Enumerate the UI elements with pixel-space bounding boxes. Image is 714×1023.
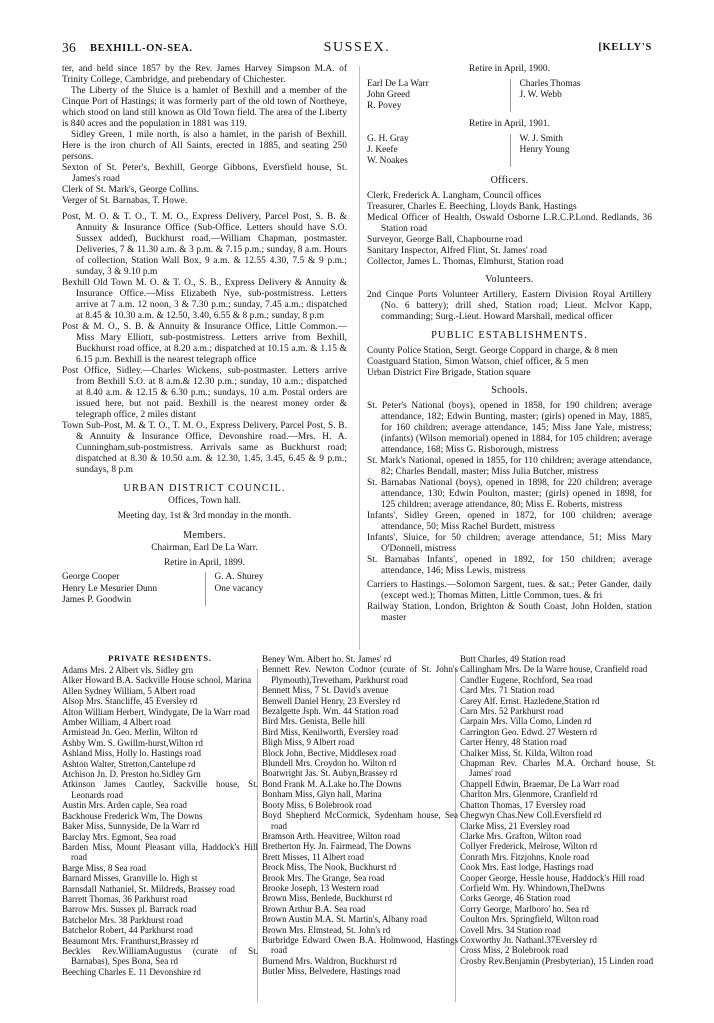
running-head-place: BEXHILL-ON-SEA. bbox=[90, 43, 193, 54]
resident-entry: Chapman Rev. Charles M.A. Orchard house, St. James' road bbox=[460, 758, 656, 779]
resident-entry: Brown Austin M.A. St. Martin's, Albany road bbox=[262, 914, 427, 925]
resident-entry: Austin Mrs. Arden caple, Sea road bbox=[62, 800, 187, 811]
member-name: G. A. Shurey bbox=[205, 572, 348, 583]
resident-entry: Ashton Walter, Stretton,Cantelupe rd bbox=[62, 758, 196, 769]
resident-entry: Crosby Rev.Benjamin (Presbyterian), 15 Linden road bbox=[460, 955, 654, 966]
resident-entry: Barnsdall Nathaniel, St. Mildreds, Brassey road bbox=[62, 883, 235, 894]
paragraph-liberty-sluice: The Liberty of the Sluice is a hamlet of Bexhill and a member of the Cinque Port of Hastings; it was formerly part of the old town of Northeye, which stood on land still known as Old Town field. The area of the Liberty is 840 acres and the population in 1881 was 119. bbox=[62, 86, 347, 129]
page-number: 36 bbox=[62, 40, 77, 55]
member-name bbox=[510, 156, 653, 167]
residents-column-1 bbox=[62, 654, 258, 977]
resident-entry: Brook Mrs. The Grange, Sea road bbox=[262, 872, 385, 883]
resident-entry: Block John, Bective, Middlesex road bbox=[262, 747, 397, 758]
member-row bbox=[367, 101, 652, 112]
volunteers-heading: Volunteers. bbox=[485, 274, 534, 286]
resident-entry: Booty Miss, 6 Bolebrook road bbox=[262, 799, 372, 810]
member-row bbox=[62, 572, 347, 583]
resident-entry: Barnard Misses, Granville lo. High st bbox=[62, 873, 198, 884]
member-name: R. Povey bbox=[367, 101, 402, 111]
resident-entry: Allen Sydney William, 5 Albert road bbox=[62, 685, 196, 696]
resident-entry: Chatton Thomas, 17 Eversley road bbox=[460, 799, 586, 810]
member-name bbox=[205, 595, 348, 606]
resident-entry: Benwell Daniel Henry, 23 Eversley rd bbox=[262, 695, 401, 706]
residents-column-3 bbox=[460, 654, 656, 966]
resident-entry: Beeching Charles E. 11 Devonshire rd bbox=[62, 966, 201, 977]
members-1901-list bbox=[367, 134, 652, 168]
officers-heading: Officers. bbox=[490, 175, 529, 187]
resident-entry: Bretherton Hy. Jn. Fairmead, The Downs bbox=[262, 841, 411, 852]
officer-entry: Treasurer, Charles E. Beeching, Lloyds Bank, Hastings bbox=[367, 202, 577, 213]
resident-entry: Alker Howard B.A. Sackville House school, Marina bbox=[62, 675, 252, 686]
resident-entry: Brett Misses, 11 Albert road bbox=[262, 851, 364, 862]
resident-entry: Clarke Miss, 21 Eversley road bbox=[460, 820, 570, 831]
resident-entry: Backhouse Frederick Wm, The Downs bbox=[62, 810, 203, 821]
carriers-entry: Carriers to Hastings.—Solomon Sargent, tues. & sat.; Peter Gander, daily (except wed.); Thomas Mitten, Little Common, tues. & fri bbox=[367, 580, 652, 602]
member-name: W. Noakes bbox=[367, 156, 408, 167]
officer-entry: Surveyor, George Ball, Chapbourne road bbox=[367, 235, 523, 246]
resident-entry: Beckles Rev.WilliamAugustus (curate of St. Barnabas), Spes Bona, Sea rd bbox=[62, 945, 258, 967]
member-name: Earl De La Warr bbox=[367, 78, 429, 89]
resident-entry: Armistead Jn. Geo. Merlin, Wilton rd bbox=[62, 727, 198, 738]
member-row bbox=[62, 595, 347, 606]
member-name: George Cooper bbox=[62, 572, 120, 583]
school-entry: St. Mark's National, opened in 1855, for 110 children; average attendance, 82; Charles Bendall, master; Miss Julia Butcher, mistress bbox=[367, 456, 652, 478]
member-name: John Greed bbox=[367, 89, 410, 100]
member-row bbox=[367, 90, 652, 101]
section-heading-public-establishments: PUBLIC ESTABLISHMENTS. bbox=[431, 330, 588, 342]
parish-officer-entry: Sexton of St. Peter's, Bexhill, George Gibbons, Eversfield house, St. James's road bbox=[62, 163, 347, 184]
resident-entry: Conrath Mrs. Fitzjohns, Knole road bbox=[460, 851, 590, 862]
member-row bbox=[367, 156, 652, 167]
resident-entry: Bird Mrs. Genista, Belle hill bbox=[262, 716, 366, 727]
members-heading: Members. bbox=[183, 530, 226, 542]
paragraph-sidley-green: Sidley Green, 1 mile north, is also a hamlet, in the parish of Bexhill. Here is the iron church of All Saints, erected in 1885, and seating 250 persons. bbox=[62, 130, 347, 162]
member-name: James P. Goodwin bbox=[62, 594, 132, 605]
member-row bbox=[367, 145, 652, 156]
public-establishment-entry: Urban District Fire Brigade, Station square bbox=[367, 368, 531, 379]
post-office-entry: Post, M. O. & T. O., T. M. O., Express Delivery, Parcel Post, S. B. & Annuity & Insurance Office (Sub-Office. Letters should have S.O. Sussex added), Buckhurst road.—William Chapman, postmaster. Deliveries, 7 & 11.30 a.m. & 3 p.m. & 7.15 p.m.; sunday, 8 a.m. Hours of collection, Station Wall Box, 9 a.m. & 12.55 4.30, 7.5 & 9 p.m.; sunday, 3 & 9.10 p.m bbox=[62, 212, 347, 277]
resident-entry: Coxworthy Jn. Nathanl.37Eversley rd bbox=[460, 934, 597, 945]
resident-entry: Bird Miss, Kenilworth, Eversley road bbox=[262, 726, 399, 737]
resident-entry: Bligh Miss, 9 Albert road bbox=[262, 737, 355, 748]
resident-entry: Brown Arthur B.A. Sea road bbox=[262, 903, 366, 914]
paragraph-continued: ter, and held since 1857 by the Rev. James Harvey Simpson M.A. of Trinity College, Cambridge, and prebendary of Chichester. bbox=[62, 64, 347, 85]
volunteers-entry: 2nd Cinque Ports Volunteer Artillery, Eastern Division Royal Artillery (No. 6 battery); drill shed, Station road; Lieut. McIvor Kapp, commanding; Surg.-Lieut. Howard Marshall, medical officer bbox=[367, 290, 652, 323]
resident-entry: Chappell Edwin, Braemar, De La Warr road bbox=[460, 778, 619, 789]
retire-1900-heading: Retire in April, 1900. bbox=[468, 64, 551, 74]
resident-entry: Brown Miss, Benlede, Buckhurst rd bbox=[262, 893, 393, 904]
officer-entry: Clerk, Frederick A. Langham, Council offices bbox=[367, 191, 542, 202]
resident-entry: Cook Mrs. East lodge, Hastings road bbox=[460, 862, 594, 873]
member-name: J. Keefe bbox=[367, 145, 398, 155]
resident-entry: Barrow Mrs. Sussex pl. Barrack road bbox=[62, 904, 197, 915]
resident-entry: Atkinson James Cautley, Sackville house, St. Leonards road bbox=[62, 779, 258, 800]
retire-1899-heading: Retire in April, 1899. bbox=[163, 557, 246, 568]
railway-station-entry: Railway Station, London, Brighton & South Coast, John Holden, station master bbox=[367, 602, 652, 624]
school-entry: St. Barnabas National (boys), opened in 1898, for 220 children; average attendance, 130; Edwin Poulton, master; (girls) opened in 1898, for 125 children; average attendance, 80; Miss E. Roberts, mistress bbox=[367, 478, 652, 511]
residents-heading: PRIVATE RESIDENTS. bbox=[108, 654, 212, 663]
resident-entry: Bennett Miss, 7 St. David's avenue bbox=[262, 685, 389, 696]
resident-entry: Chalker Miss, St. Kilda, Wilton road bbox=[460, 747, 593, 758]
resident-entry: Barden Miss, Mount Pleasant villa, Haddock's Hill road bbox=[62, 841, 258, 863]
resident-entry: Barclay Mrs. Egmont, Sea road bbox=[62, 831, 177, 842]
member-name: W. J. Smith bbox=[510, 134, 653, 145]
member-row bbox=[367, 134, 652, 145]
resident-entry: Ashland Miss, Holly lo. Hastings road bbox=[62, 748, 201, 759]
resident-entry: Coulton Mrs. Springfield, Wilton road bbox=[460, 914, 599, 925]
resident-entry: Carpain Mrs. Villa Como, Linden rd bbox=[460, 716, 592, 727]
column-rule bbox=[359, 66, 360, 650]
member-name bbox=[510, 101, 653, 112]
resident-entry: Bezalgette Jsph. Wm. 44 Station road bbox=[262, 706, 399, 717]
resident-entry: Barge Miss, 8 Sea road bbox=[62, 862, 147, 873]
council-chairman: Chairman, Earl De La Warr. bbox=[151, 543, 258, 554]
resident-entry: Corks George, 46 Station road bbox=[460, 893, 571, 904]
resident-entry: Bramson Arth. Heavitree, Wilton road bbox=[262, 830, 401, 841]
resident-entry: Covell Mrs. 34 Station road bbox=[460, 924, 561, 935]
council-offices: Offices, Town hall. bbox=[168, 496, 241, 506]
resident-entry: Card Mrs. 71 Station road bbox=[460, 685, 555, 696]
private-residents-section bbox=[62, 654, 654, 1016]
members-1900-list bbox=[367, 79, 652, 113]
officer-entry: Medical Officer of Health, Oswald Osborne L.R.C.P.Lond. Redlands, 36 Station road bbox=[367, 213, 652, 235]
public-establishment-entry: County Police Station, Sergt. George Coppard in charge, & 8 men bbox=[367, 346, 618, 357]
resident-entry: Carey Alf. Ernst. Hazledene,Station rd bbox=[460, 695, 600, 706]
resident-entry: Barrett Thomas, 36 Parkhurst road bbox=[62, 893, 188, 904]
member-name: Charles Thomas bbox=[510, 79, 653, 90]
school-entry: Infants', Sluice, for 50 children; average attendance, 51; Miss Mary O'Donnell, mistress bbox=[367, 533, 652, 555]
resident-entry: Burbridge Edward Owen B.A. Holmwood, Hastings road bbox=[262, 934, 458, 956]
running-head bbox=[62, 40, 652, 60]
resident-entry: Cooper George, Hessle house, Haddock's Hill road bbox=[460, 872, 645, 883]
resident-entry: Adams Mrs. 2 Albert vls. Sidley grn bbox=[62, 665, 194, 675]
resident-entry: Bonham Miss, Glyn hall, Marina bbox=[262, 789, 382, 800]
section-heading-urban-district-council: URBAN DISTRICT COUNCIL. bbox=[123, 483, 286, 494]
member-row bbox=[62, 584, 347, 595]
parish-officer-entry: Verger of St. Barnabas, T. Howe. bbox=[62, 196, 188, 206]
member-name: G. H. Gray bbox=[367, 133, 409, 144]
schools-heading: Schools. bbox=[491, 385, 528, 397]
resident-entry: Chegwyn Chas.New Coll.Eversfield rd bbox=[460, 810, 602, 821]
resident-entry: Candler Eugene, Rochford, Sea road bbox=[460, 674, 593, 685]
resident-entry: Boatwright Jas. St. Aubyn,Brassey rd bbox=[262, 768, 398, 779]
resident-entry: Blundell Mrs. Croydon ho. Wilton rd bbox=[262, 758, 397, 769]
resident-entry: Batchelor Robert, 44 Parkhurst road bbox=[62, 925, 193, 936]
resident-entry: Amber William, 4 Albert road bbox=[62, 717, 171, 728]
council-meeting-day: Meeting day, 1st & 3rd monday in the month. bbox=[117, 510, 292, 521]
resident-entry: Carrington Geo. Edwd. 27 Western rd bbox=[460, 726, 598, 737]
right-text-column bbox=[367, 64, 652, 624]
resident-entry: Butt Charles, 49 Station road bbox=[460, 654, 566, 664]
resident-entry: Collyer Frederick, Melrose, Wilton rd bbox=[460, 841, 598, 852]
member-name: Henry Young bbox=[510, 145, 653, 156]
officer-entry: Collector, James L. Thomas, Elmhurst, Station road bbox=[367, 257, 564, 268]
resident-entry: Atchison Jn. D. Preston ho.Sidley Grn bbox=[62, 769, 201, 780]
school-entry: St. Barnabas Infants', opened in 1892, for 150 children; average attendance, 146; Miss Lewis, mistress bbox=[367, 555, 652, 577]
resident-entry: Brown Mrs. Elmstead, St. John's rd bbox=[262, 924, 391, 935]
resident-entry: Batchelor Mrs. 38 Parkhurst road bbox=[62, 914, 183, 925]
member-row bbox=[367, 79, 652, 90]
retire-1901-heading: Retire in April, 1901. bbox=[468, 119, 551, 130]
post-office-entry: Bexhill Old Town M. O. & T. O., S. B., Express Delivery & Annuity & Insurance Office.—Miss Elizabeth Nye, sub-postmistress. Letters arrive at 7 a.m. 12 noon, 3 & 7.30 p.m.; sunday, 7.45 a.m.; dispatched at 8.45 & 10.30 a.m. & 12.50, 3.40, 6.55 & 8 p.m.; sunday, 8 p.m bbox=[62, 278, 347, 321]
residents-column-2 bbox=[262, 654, 458, 977]
resident-entry: Baker Miss, Sunnyside, De la Warr rd bbox=[62, 821, 200, 832]
school-entry: St. Peter's National (boys), opened in 1858, for 190 children; average attendance, 182; Edwin Bunting, master; (girls) opened in May, 1885, for 160 children; average attendance, 145; Miss Jane Yale, mistress; (infants) (Wilson memorial) opened in 1884, for 105 children; average attendance, 168; Miss G. Risborough, mistress bbox=[367, 401, 652, 456]
resident-entry: Beaumont Mrs. Franthurst,Brassey rd bbox=[62, 935, 199, 946]
post-office-entry: Post & M. O., S. B. & Annuity & Insurance Office, Little Common.—Miss Mary Elliott, sub-postmistress. Letters arrive from Bexhill, Buckhurst road office, at 8.20 a.m.; dispatched at 10.15 a.m. & 1.15 & 6.15 p.m. Bexhill is the nearest telegraph office bbox=[62, 322, 347, 365]
officer-entry: Sanitary Inspector, Alfred Flint, St. James' road bbox=[367, 246, 548, 257]
resident-entry: Butler Miss, Belvedere, Hastings road bbox=[262, 966, 401, 977]
resident-entry: Burnend Mrs. Waldron, Buckhurst rd bbox=[262, 955, 397, 966]
resident-entry: Clarke Mrs. Grafton, Wilton road bbox=[460, 830, 582, 841]
resident-entry: Charlton Mrs. Glenmore, Cranfield rd bbox=[460, 789, 598, 800]
resident-entry: Corfield Wm. Hy. Whindown,TheDwns bbox=[460, 882, 605, 893]
running-head-county: SUSSEX. bbox=[323, 40, 391, 55]
resident-entry: Corry George, Marlboro' ho. Sea rd bbox=[460, 903, 589, 914]
resident-entry: Brooke Joseph, 13 Western road bbox=[262, 882, 379, 893]
resident-entry: Alton William Herbert, Windygate, De la Warr road bbox=[62, 706, 250, 717]
post-office-entry: Town Sub-Post, M. & T. O., T. M. O., Express Delivery, Parcel Post, S. B. & Annuity & Insurance Office, Devonshire road.—Mrs. H. A. Cunningham,sub-postmistress. Arrivals same as Buckhurst road; dispatched at 8.30 & 10.50 a.m. & 12.30, 1.45, 3.45, 6.45 & 9 p.m.; sundays, 8 p.m bbox=[62, 421, 347, 475]
resident-entry: Callingham Mrs. De la Warre house, Cranfield road bbox=[460, 664, 648, 675]
resident-entry: Boyd Shepherd McCormick, Sydenham house, Sea road bbox=[262, 810, 458, 831]
member-name: One vacancy bbox=[205, 584, 348, 595]
resident-entry: Bennett Rev. Newton Codnor (curate of St. John's Plymouth),Trevetham, Parkhurst road bbox=[262, 664, 458, 685]
parish-officer-entry: Clerk of St. Mark's, George Collins. bbox=[62, 185, 200, 195]
resident-entry: Brock Miss, The Nook, Buckhurst rd bbox=[262, 862, 397, 873]
resident-entry: Carter Henry, 48 Station road bbox=[460, 737, 567, 748]
resident-entry: Beney Wm. Albert ho. St. James' rd bbox=[262, 654, 392, 664]
resident-entry: Cross Miss, 2 Bolebrook road bbox=[460, 945, 569, 956]
post-office-entry: Post Office, Sidley.—Charles Wickens, sub-postmaster. Letters arrive from Bexhill S.O. at 8 a.m.& 12.30 p.m.; sunday, 10 a.m.; dispatched at 8.40 a.m. & 12.15 & 6.30 p.m.; sundays, 10 a.m. Postal orders are issued here, but not paid. Bexhill is the nearest money order & telegraph office, 2 miles distant bbox=[62, 366, 347, 420]
members-1899-list bbox=[62, 572, 347, 606]
running-head-publisher: [KELLY'S bbox=[598, 42, 652, 53]
member-name: Henry Le Mesurier Dunn bbox=[62, 583, 158, 594]
school-entry: Infants', Sidley Green, opened in 1872, for 100 children; average attendance, 50; Miss Rachel Burdett, mistress bbox=[367, 511, 652, 533]
resident-entry: Ashby Wm. S. Gwillm-hurst,Wilton rd bbox=[62, 737, 203, 748]
resident-entry: Bond Frank M. A.Lake ho.The Downs bbox=[262, 778, 402, 789]
resident-entry: Alsop Mrs. Stancliffe, 45 Eversley rd bbox=[62, 696, 198, 707]
public-establishment-entry: Coastguard Station, Simon Watson, chief officer, & 5 men bbox=[367, 357, 589, 368]
upper-body bbox=[62, 64, 652, 650]
left-text-column bbox=[62, 64, 347, 606]
member-name: J. W. Webb bbox=[510, 90, 653, 101]
resident-entry: Carn Mrs. 52 Parkhurst road bbox=[460, 706, 564, 717]
